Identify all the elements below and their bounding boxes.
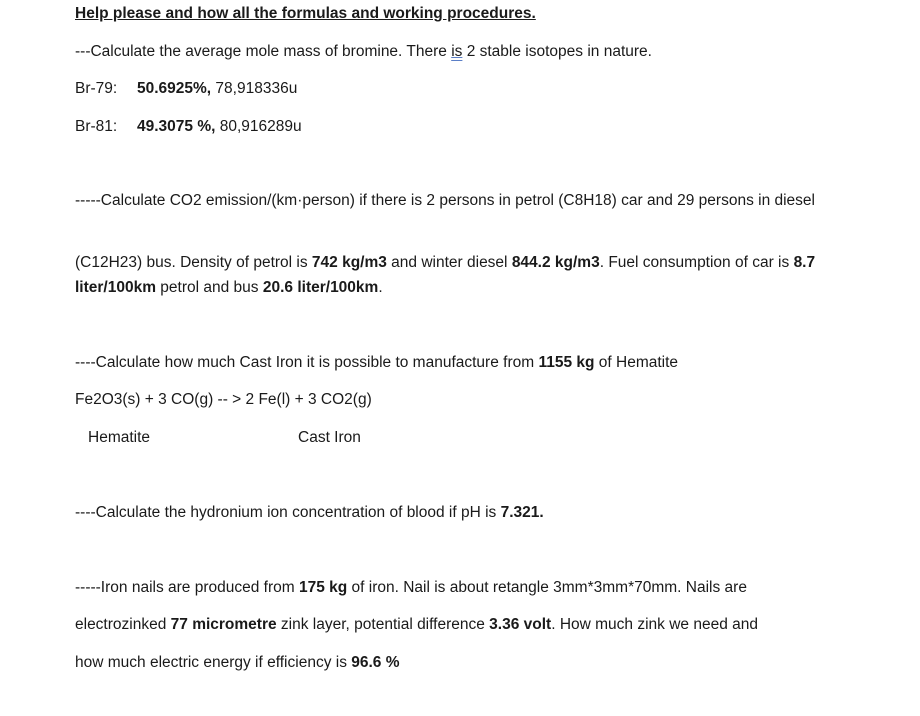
br79-mass: 78,918336u — [211, 80, 298, 97]
q2-text-g: petrol and bus — [156, 279, 263, 296]
cast-iron-label: Cast Iron — [298, 429, 361, 446]
iron-mass: 175 kg — [298, 579, 348, 596]
br81-line — [75, 117, 302, 137]
q3-equation: Fe2O3(s) + 3 CO(g) -- > 2 Fe(l) + 3 CO2(g) — [75, 391, 372, 408]
q3-question — [75, 353, 678, 373]
car-consumption: 8.7 liter/100km — [75, 254, 816, 296]
blood-ph: 7.321. — [500, 504, 544, 521]
q2-text-a: (C12H23) bus. Density of petrol is — [75, 254, 312, 271]
q5-l1-c: of iron. Nail is about retangle 3mm*3mm*70mm. Nails are — [347, 579, 747, 596]
diesel-density: 844.2 kg/m3 — [511, 254, 600, 271]
q5-l2-a: electrozinked — [75, 616, 171, 633]
q5-line-3 — [75, 653, 400, 673]
q1-intro-post: 2 stable isotopes in nature. — [462, 43, 652, 60]
q2-paragraph-1: -----Calculate CO2 emission/(km·person) if there is 2 persons in petrol (C8H18) car and 29 persons in diesel — [75, 192, 815, 209]
q5-line-2 — [75, 615, 758, 635]
q1-intro-pre: ---Calculate the average mole mass of bromine. There — [75, 43, 452, 60]
q3-text-a: ----Calculate how much Cast Iron it is possible to manufacture from — [75, 354, 539, 371]
q4-question — [75, 503, 544, 523]
q4-text-a: ----Calculate the hydronium ion concentration of blood if pH is — [75, 504, 501, 521]
hematite-mass: 1155 kg — [538, 354, 595, 371]
q1-intro-is: is — [451, 43, 463, 60]
q2-paragraph-2 — [75, 250, 835, 300]
q2-text-i: . — [378, 279, 383, 296]
br81-abundance: 49.3075 %, — [137, 118, 216, 135]
hematite-label: Hematite — [88, 429, 151, 446]
zink-thickness: 77 micrometre — [170, 616, 277, 633]
potential-difference: 3.36 volt — [489, 616, 552, 633]
br79-abundance: 50.6925%, — [137, 80, 212, 97]
q5-l1-a: -----Iron nails are produced from — [75, 579, 299, 596]
q1-intro — [75, 42, 652, 62]
q5-l2-c: zink layer, potential difference — [276, 616, 490, 633]
br81-mass: 80,916289u — [215, 118, 302, 135]
bus-consumption: 20.6 liter/100km — [262, 279, 379, 296]
br81-label: Br-81: — [75, 118, 118, 135]
q3-text-c: of Hematite — [594, 354, 679, 371]
q5-l3-a: how much electric energy if efficiency is — [75, 654, 352, 671]
title: Help please and how all the formulas and working procedures. — [75, 5, 536, 22]
q5-line-1 — [75, 578, 747, 598]
petrol-density: 742 kg/m3 — [311, 254, 387, 271]
q5-l2-e: . How much zink we need and — [551, 616, 758, 633]
br79-line — [75, 79, 297, 99]
efficiency: 96.6 % — [351, 654, 400, 671]
q2-text-c: and winter diesel — [386, 254, 512, 271]
br79-label: Br-79: — [75, 80, 118, 97]
q2-text-e: . Fuel consumption of car is — [599, 254, 794, 271]
